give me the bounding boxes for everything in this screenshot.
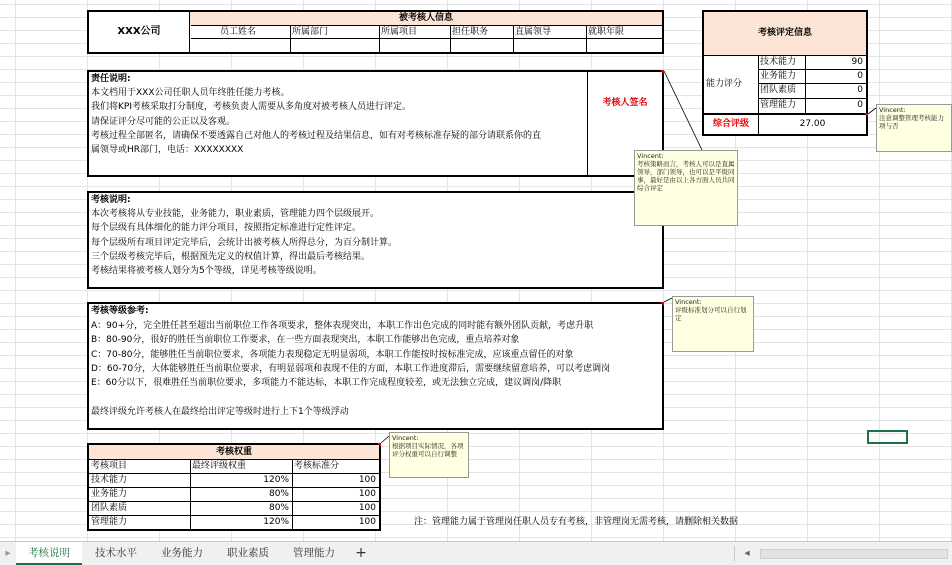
connector-line <box>664 71 702 150</box>
col-position[interactable]: 担任职务 <box>452 27 489 37</box>
comment-grades[interactable] <box>672 296 754 352</box>
weights-row-standard[interactable]: 100 <box>358 475 376 485</box>
responsibility-line[interactable]: 考核过程全部匿名，请确保不要透露自己对他人的考核过程及结果信息，如有对考核标准存疑的部分请联系你的直 <box>91 131 542 141</box>
responsibility-line[interactable]: 属领导或HR部门，电话：XXXXXXXX <box>91 145 244 155</box>
weights-header-standard[interactable]: 考核标准分 <box>294 461 340 471</box>
col-supervisor[interactable]: 直属领导 <box>515 27 552 37</box>
total-rating-label[interactable]: 综合评级 <box>712 119 749 129</box>
eval-item-name[interactable]: 团队素质 <box>760 85 797 95</box>
connector-line <box>664 298 672 302</box>
col-project[interactable]: 所属项目 <box>381 27 418 37</box>
scroll-left-icon[interactable]: ▸ <box>5 547 11 559</box>
responsibility-box <box>87 70 664 177</box>
grade-line-d[interactable]: D：60-70分，大体能够胜任当前职位要求，有明显弱项和表现不佳的方面，本职工作进度滞后，需要继续留意培养，可以考虑调岗 <box>91 364 611 374</box>
tab-management[interactable]: 管理能力 <box>293 547 335 559</box>
weights-row-weight[interactable]: 80% <box>268 489 289 499</box>
col-department[interactable]: 所属部门 <box>292 27 329 37</box>
selected-cell[interactable] <box>867 430 908 444</box>
weights-header-item[interactable]: 考核项目 <box>91 461 128 471</box>
ability-score-label[interactable]: 能力评分 <box>706 79 743 89</box>
weights-row-weight[interactable]: 120% <box>263 517 289 527</box>
weights-row-standard[interactable]: 100 <box>358 517 376 527</box>
footnote[interactable]: 注：管理能力属于管理岗任职人员专有考核，非管理岗无需考核，请删除相关数据 <box>414 517 739 527</box>
instructions-line[interactable]: 考核结果将被考核人划分为5个等级，详见考核等级说明。 <box>91 266 322 276</box>
weights-title[interactable]: 考核权重 <box>215 447 252 457</box>
tab-assessment-notes[interactable]: 考核说明 <box>16 542 82 565</box>
eval-item-name[interactable]: 管理能力 <box>760 100 797 110</box>
tab-professional[interactable]: 职业素质 <box>227 547 269 559</box>
responsibility-line[interactable]: 我们将KPI考核采取打分制度，考核负责人需要从多角度对被考核人员进行评定。 <box>91 102 411 112</box>
scroll-left-arrow-icon[interactable]: ◂ <box>744 547 750 559</box>
comment-weights[interactable] <box>389 432 469 478</box>
grades-note[interactable]: 最终评级允许考核人在最终给出评定等级时进行上下1个等级浮动 <box>91 407 349 417</box>
grade-line-e[interactable]: E：60分以下，很难胜任当前职位要求，多项能力不能达标，本职工作完成程度较差，或无法独立完成，建议调岗/降职 <box>91 378 562 388</box>
signature-label[interactable]: 考核人签名 <box>602 98 648 108</box>
eval-item-score[interactable]: 0 <box>857 85 863 95</box>
comment-management[interactable] <box>876 104 952 152</box>
tab-technical[interactable]: 技术水平 <box>95 547 137 559</box>
company-name[interactable]: XXX公司 <box>117 26 161 37</box>
weights-row-standard[interactable]: 100 <box>358 489 376 499</box>
sheet-tab-bar <box>0 541 952 565</box>
grade-line-a[interactable]: A：90+分，完全胜任甚至超出当前职位工作各项要求，整体表现突出，本职工作出色完成的同时能有额外团队贡献，考虑升职 <box>91 321 594 331</box>
comment-text: Vincent: 评级标准划分可以自行划定 <box>675 298 747 322</box>
comment-text: Vincent: 根据项目实际情况，各项评分权重可以自行调整 <box>392 434 464 458</box>
responsibility-title[interactable]: 责任说明: <box>91 74 131 84</box>
info-title[interactable]: 被考核人信息 <box>398 13 453 23</box>
instructions-box <box>87 191 664 289</box>
divider <box>734 546 735 561</box>
tab-business[interactable]: 业务能力 <box>161 547 203 559</box>
eval-item-name[interactable]: 技术能力 <box>760 57 797 67</box>
instructions-line[interactable]: 每个层级有具体细化的能力评分项目，按照指定标准进行定性评定。 <box>91 223 362 233</box>
eval-item-name[interactable]: 业务能力 <box>760 71 797 81</box>
grade-line-c[interactable]: C：70-80分，能够胜任当前职位要求，各项能力表现稳定无明显弱项，本职工作能按时按标准完成，应该重点留任的对象 <box>91 350 574 360</box>
eval-item-score[interactable]: 0 <box>857 71 863 81</box>
comment-text: Vincent: 考核策略而言，考核人可以是直属领导，部门领导，也可以是平级同事，最好是由以上各方面人员共同综合评定 <box>637 152 735 192</box>
weights-header-weight[interactable]: 最终评级权重 <box>192 461 247 471</box>
evaluation-title[interactable]: 考核评定信息 <box>757 28 812 38</box>
comment-signer[interactable] <box>634 150 738 226</box>
comment-text: Vincent: 注意调整管理考核能力项与否 <box>879 106 944 130</box>
eval-item-score[interactable]: 0 <box>857 100 863 110</box>
col-employee-name[interactable]: 员工姓名 <box>220 27 257 37</box>
weights-row-weight[interactable]: 120% <box>263 475 289 485</box>
responsibility-line[interactable]: 请保证评分尽可能的公正以及客观。 <box>91 117 236 127</box>
weights-table <box>87 443 381 531</box>
weights-row-item[interactable]: 技术能力 <box>91 475 128 485</box>
weights-row-item[interactable]: 管理能力 <box>91 517 128 527</box>
total-rating-value[interactable]: 27.00 <box>799 119 826 129</box>
weights-row-standard[interactable]: 100 <box>358 503 376 513</box>
add-sheet-icon[interactable]: + <box>355 545 367 561</box>
responsibility-line[interactable]: 本文档用于XXX公司任职人员年终胜任能力考核。 <box>91 88 290 98</box>
grades-title[interactable]: 考核等级参考: <box>91 306 149 316</box>
instructions-line[interactable]: 每个层级所有项目评定完毕后，会统计出被考核人所得总分，为百分制计算。 <box>91 238 398 248</box>
weights-row-item[interactable]: 团队素质 <box>91 503 128 513</box>
connector-line <box>868 108 876 114</box>
col-years[interactable]: 就职年限 <box>588 27 625 37</box>
horizontal-scrollbar[interactable] <box>760 549 948 559</box>
weights-row-weight[interactable]: 80% <box>268 503 289 513</box>
instructions-line[interactable]: 本次考核将从专业技能，业务能力，职业素质，管理能力四个层级展开。 <box>91 209 380 219</box>
instructions-line[interactable]: 三个层级考核完毕后，根据预先定义的权值计算，得出最后考核结果。 <box>91 252 371 262</box>
grade-line-b[interactable]: B：80-90分，很好的胜任当前职位工作要求，在一些方面表现突出，本职工作能够出色完成，重点培养对象 <box>91 335 520 345</box>
weights-row-item[interactable]: 业务能力 <box>91 489 128 499</box>
evaluation-panel <box>702 10 868 136</box>
connector-line <box>381 436 389 443</box>
grades-box <box>87 302 664 430</box>
eval-item-score[interactable]: 90 <box>851 57 863 67</box>
instructions-title[interactable]: 考核说明: <box>91 195 131 205</box>
employee-info-table <box>87 10 664 54</box>
